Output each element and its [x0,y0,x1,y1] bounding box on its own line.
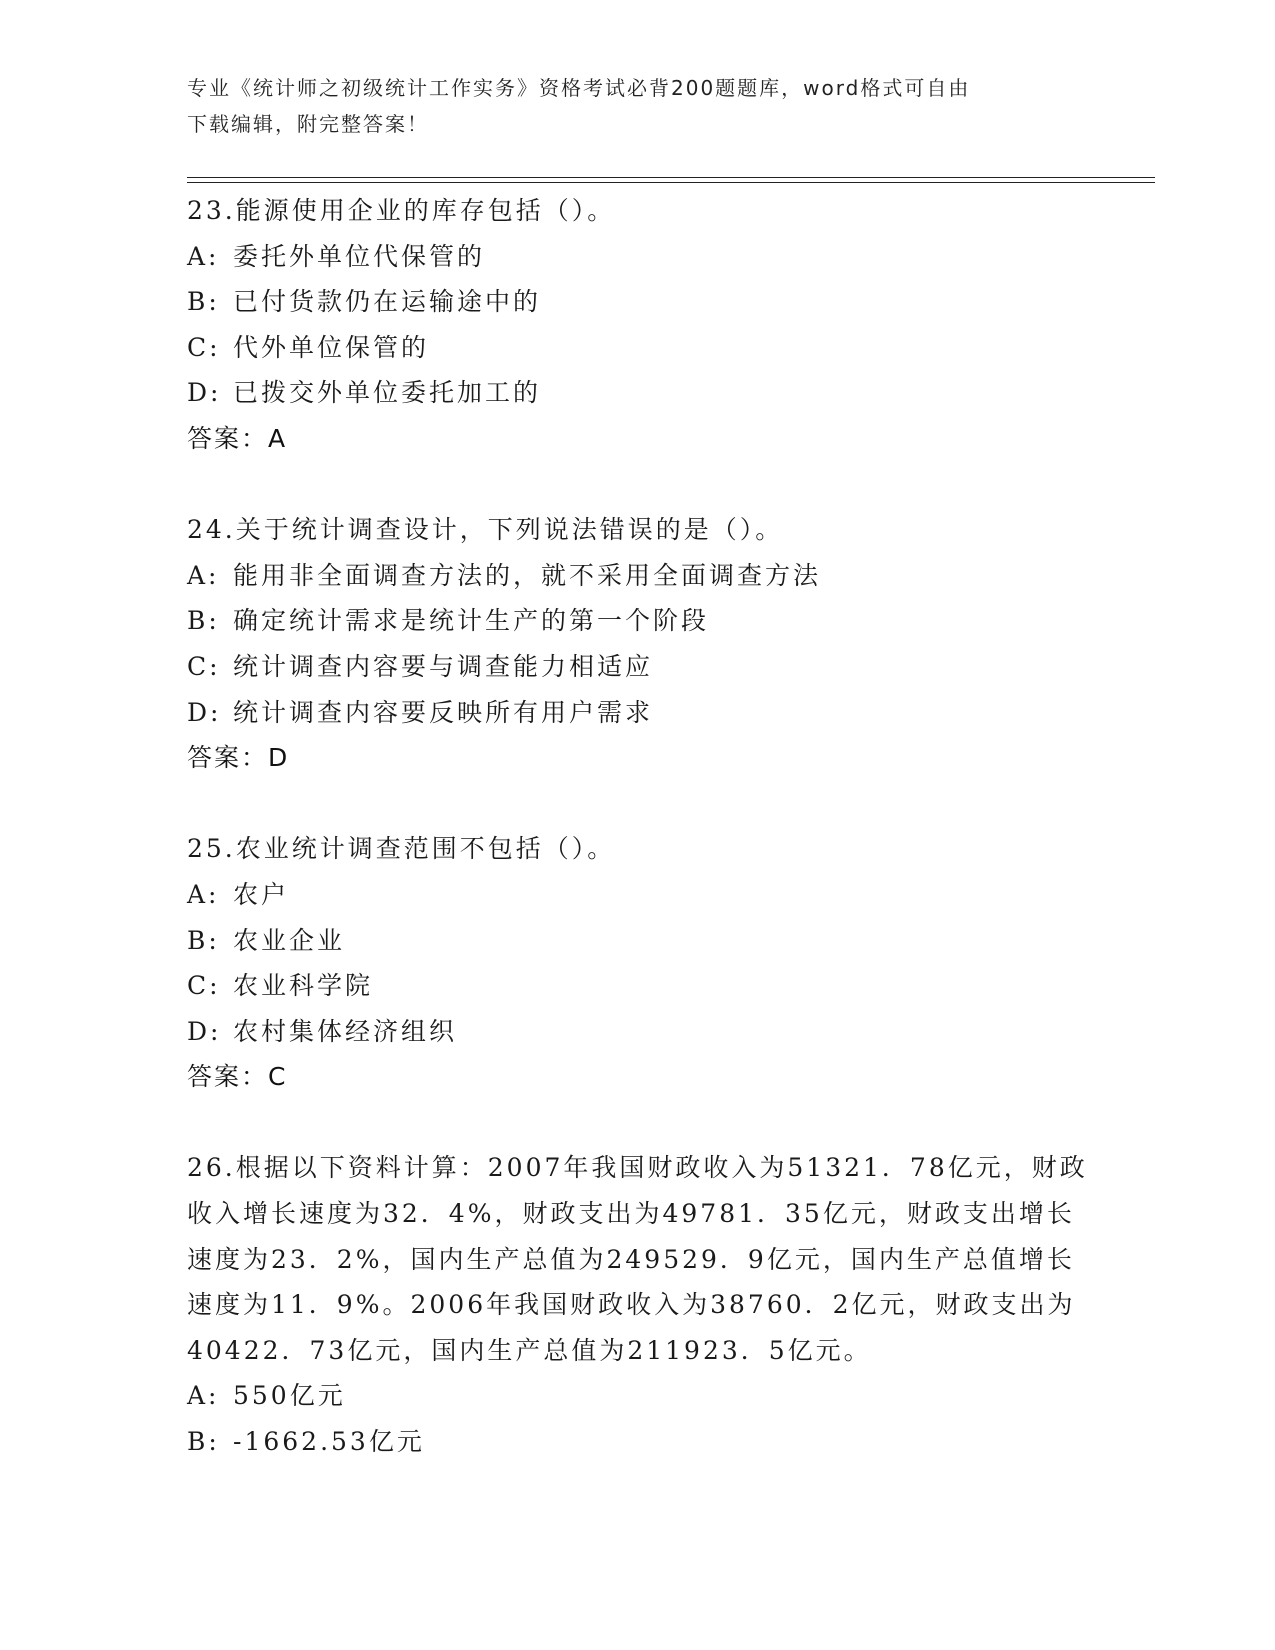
option-label: A: [187,560,220,590]
option-label: A: [187,241,220,271]
option-label: D: [187,1016,222,1046]
option-item [187,644,1087,690]
header-line-2: 下载编辑，附完整答案！ [187,112,429,136]
option-item [187,690,1087,736]
question-block [187,188,1087,462]
answer-line: 答案：D [187,743,290,773]
option-text: 能用非全面调查方法的，就不采用全面调查方法 [233,560,822,590]
option-text: 农户 [233,879,290,909]
option-item [187,872,1087,918]
option-text: -1662.53亿元 [233,1427,425,1457]
option-label: D: [187,697,222,727]
question-block [187,507,1087,781]
option-label: D: [187,378,222,408]
header-rule-bottom [187,182,1155,183]
option-item [187,918,1087,964]
header-rule-top [187,177,1155,178]
option-label: A: [187,1381,220,1411]
option-label: B: [187,287,220,317]
header-line-1: 专业《统计师之初级统计工作实务》资格考试必背200题题库，word格式可自由 [187,76,971,100]
option-item [187,553,1087,599]
option-label: C: [187,651,221,681]
option-item [187,370,1087,416]
question-stem-line: 26.根据以下资料计算：2007年我国财政收入为51321．78亿元，财政 [187,1153,1088,1183]
option-item [187,598,1087,644]
option-text: 委托外单位代保管的 [233,241,486,271]
option-text: 统计调查内容要反映所有用户需求 [233,697,654,727]
option-item [187,234,1087,280]
question-stem: 24.关于统计调查设计，下列说法错误的是（）。 [187,515,784,545]
document-header [187,70,1067,142]
option-label: C: [187,971,221,1001]
spacer [187,1100,1087,1146]
option-label: B: [187,606,220,636]
answer-line: 答案：A [187,423,288,453]
option-label: B: [187,1427,220,1457]
question-stem-line: 速度为11．9%。2006年我国财政收入为38760．2亿元，财政支出为 [187,1290,1076,1320]
answer-line: 答案：C [187,1062,288,1092]
option-text: 已付货款仍在运输途中的 [233,287,542,317]
question-stem: 23.能源使用企业的库存包括（）。 [187,196,616,225]
option-text: 已拨交外单位委托加工的 [233,378,542,408]
option-label: B: [187,925,220,955]
option-item [187,963,1087,1009]
option-item [187,1373,1087,1419]
option-text: 代外单位保管的 [233,332,430,362]
question-stem-line: 收入增长速度为32．4%，财政支出为49781．35亿元，财政支出增长 [187,1199,1075,1229]
option-item [187,325,1087,371]
option-label: C: [187,332,221,362]
question-stem: 25.农业统计调查范围不包括（）。 [187,834,616,864]
spacer [187,462,1087,508]
option-item [187,279,1087,325]
option-text: 确定统计需求是统计生产的第一个阶段 [233,606,710,636]
option-text: 农业企业 [233,925,346,955]
option-label: A: [187,879,220,909]
question-list [187,188,1087,1465]
option-item [187,1009,1087,1055]
question-stem-line: 40422．73亿元，国内生产总值为211923．5亿元。 [187,1335,872,1365]
question-stem-line: 速度为23．2%，国内生产总值为249529．9亿元，国内生产总值增长 [187,1244,1075,1274]
option-text: 农村集体经济组织 [233,1016,458,1046]
option-text: 550亿元 [233,1381,346,1411]
spacer [187,781,1087,827]
option-text: 统计调查内容要与调查能力相适应 [233,651,654,681]
option-text: 农业科学院 [233,971,374,1001]
option-item [187,1419,1087,1465]
question-block [187,826,1087,1100]
question-block [187,1145,1087,1464]
